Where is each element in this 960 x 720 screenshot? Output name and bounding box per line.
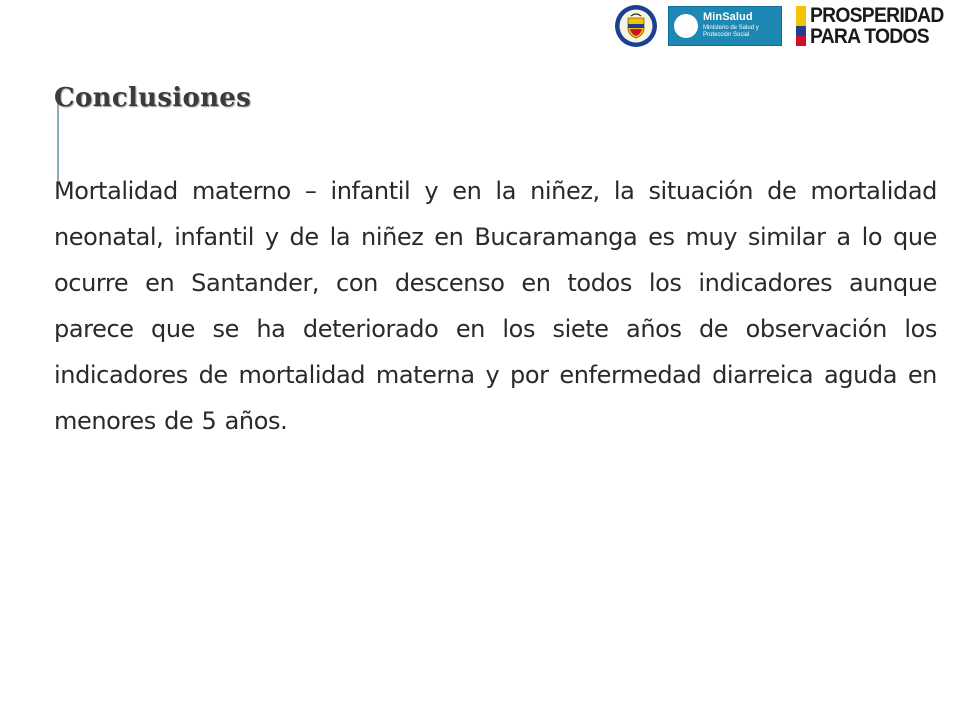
minsalud-emblem-icon	[674, 14, 698, 38]
header-logos	[612, 2, 960, 50]
colombia-flag-icon	[796, 6, 806, 46]
minsalud-logo	[668, 6, 782, 46]
slide-heading: Conclusiones	[54, 83, 252, 113]
prosperidad-logo	[810, 5, 944, 47]
prosperidad-line1: PROSPERIDAD	[810, 4, 944, 27]
colombia-seal-icon	[614, 4, 658, 48]
minsalud-subtitle: Ministerio de Salud y Protección Social	[703, 25, 759, 38]
minsalud-title: MinSalud	[703, 11, 753, 23]
conclusion-paragraph: Mortalidad materno – infantil y en la niñez, la situación de mortalidad neonatal, infantil y de la niñez en Bucaramanga es muy similar a lo que ocurre en Santander, con descenso en todos los indicadores aunque parece que se ha deteriorado en los siete años de observación los indicadores de mortalidad materna y por enfermedad diarreica aguda en menores de 5 años.	[54, 177, 937, 435]
prosperidad-line2: PARA TODOS	[810, 25, 929, 48]
